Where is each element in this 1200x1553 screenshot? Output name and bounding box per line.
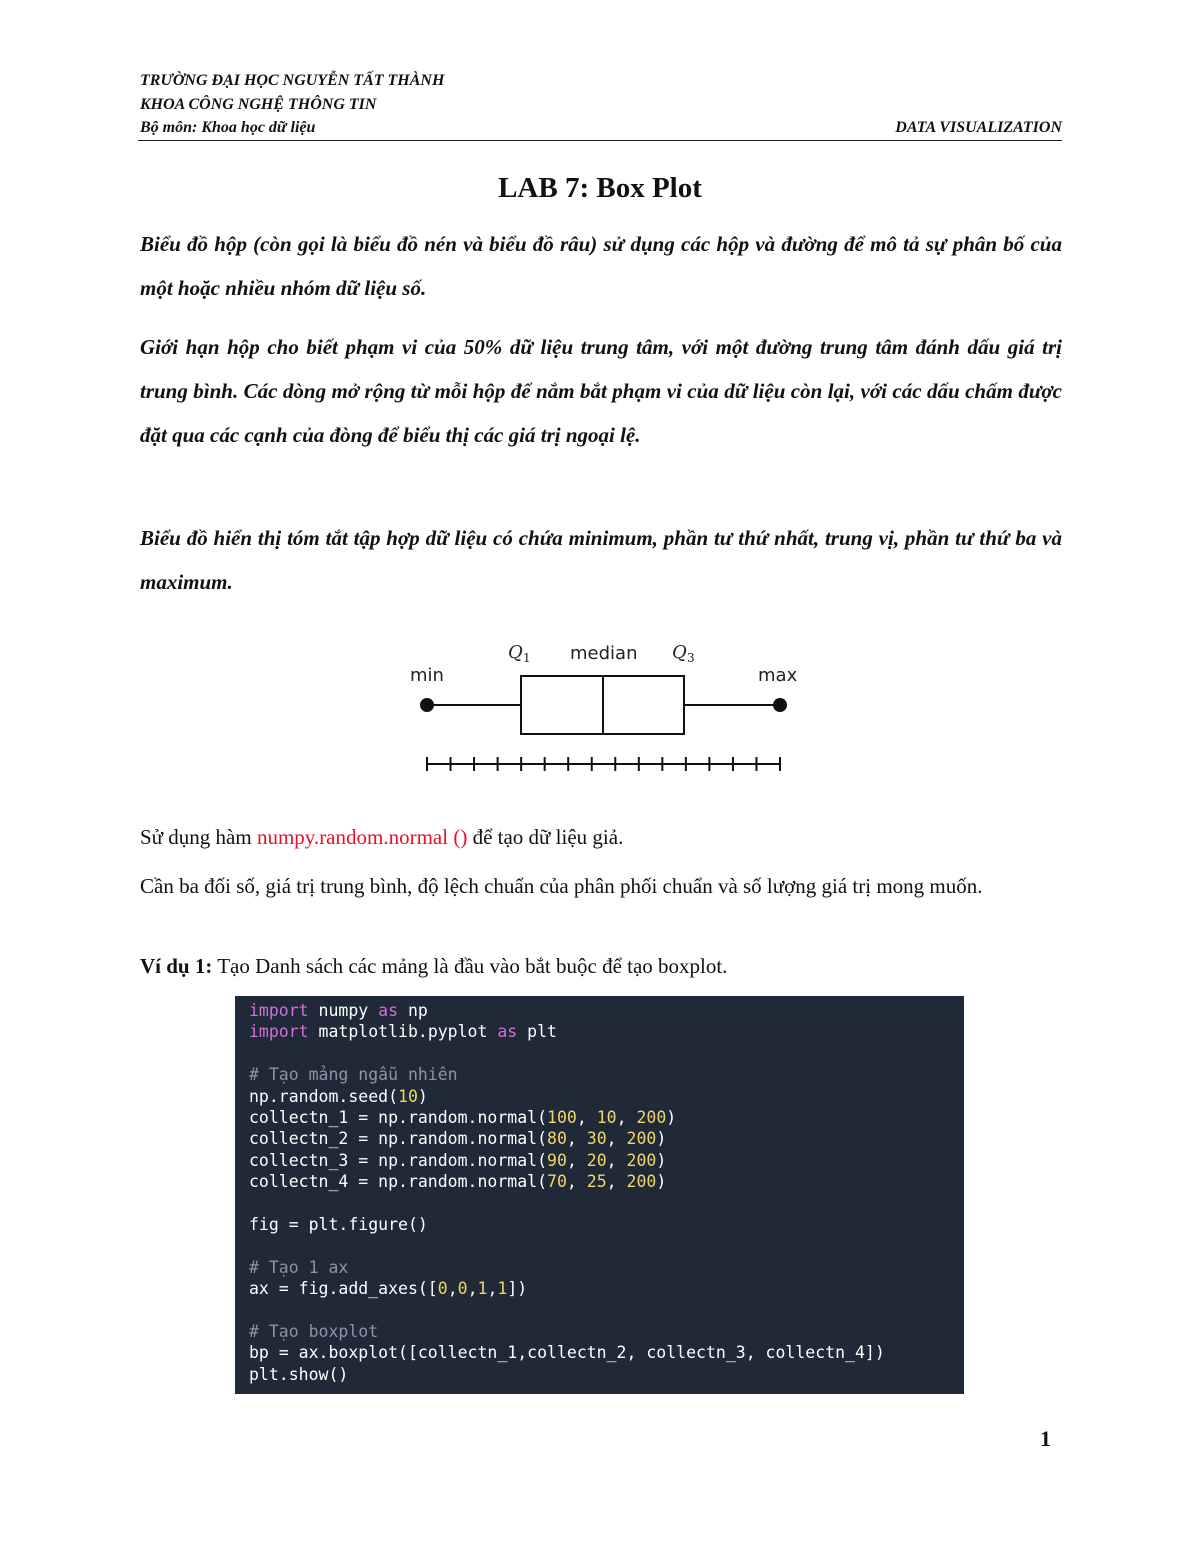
paragraph-box-limits: Giới hạn hộp cho biết phạm vi của 50% dữ liệu trung tâm, với một đường trung tâm đánh dấu giá trị trung bình. Các dòng mở rộng từ mỗi hộp để nắm bắt phạm vi của dữ liệu còn lại, với các dấu chấm được đặt qua các cạnh của đòng để biểu thị các giá trị ngoại lệ. bbox=[140, 335, 1062, 447]
code-keyword: as bbox=[497, 1022, 518, 1042]
code-keyword: as bbox=[378, 1001, 399, 1020]
code-number: 10 bbox=[596, 1107, 617, 1127]
code-number: 1 bbox=[497, 1279, 508, 1299]
code-token: matplotlib.pyplot bbox=[308, 1022, 498, 1042]
code-number: 25 bbox=[586, 1172, 607, 1192]
page-title: LAB 7: Box Plot bbox=[498, 172, 702, 204]
code-token: ax = fig.add_axes([ bbox=[249, 1279, 438, 1299]
diagram-q3-subscript: 3 bbox=[687, 651, 695, 665]
code-number: 0 bbox=[457, 1279, 468, 1299]
code-number: 10 bbox=[398, 1086, 418, 1106]
example-text: Tạo Danh sách các mảng là đầu vào bắt buộc để tạo boxplot. bbox=[212, 954, 728, 978]
code-line bbox=[249, 1128, 950, 1149]
code-comment: # Tạo mảng ngẫu nhiên bbox=[249, 1065, 458, 1085]
header-department: Bộ môn: Khoa học dữ liệu bbox=[140, 119, 316, 136]
code-token: , bbox=[487, 1279, 498, 1299]
code-token: np.random.seed( bbox=[249, 1086, 399, 1106]
code-token: numpy bbox=[308, 1001, 379, 1020]
code-token: collectn_4 = np.random.normal( bbox=[249, 1172, 548, 1192]
code-number: 20 bbox=[586, 1150, 607, 1170]
code-comment: # Tạo 1 ax bbox=[249, 1257, 349, 1277]
paragraph-intro: Biểu đồ hộp (còn gọi là biểu đồ nén và biểu đồ râu) sử dụng các hộp và đường để mô tả sự phân bố của một hoặc nhiều nhóm dữ liệu số. bbox=[140, 232, 1062, 300]
code-line bbox=[249, 1107, 950, 1128]
code-keyword: import bbox=[249, 1022, 309, 1042]
code-line bbox=[249, 1171, 950, 1192]
code-blank-line bbox=[249, 1043, 950, 1064]
body-text-suffix: để tạo dữ liệu giả. bbox=[467, 825, 624, 849]
code-line bbox=[249, 1021, 950, 1042]
header-row bbox=[140, 119, 1062, 137]
example-label: Ví dụ 1: bbox=[140, 954, 213, 978]
code-token: plt bbox=[517, 1022, 557, 1042]
example-heading bbox=[140, 951, 1062, 981]
header-course: DATA VISUALIZATION bbox=[895, 119, 1062, 136]
code-token: collectn_3 = np.random.normal( bbox=[249, 1150, 548, 1170]
header-faculty: KHOA CÔNG NGHỆ THÔNG TIN bbox=[140, 96, 377, 113]
code-line: fig = plt.figure() bbox=[249, 1214, 428, 1234]
code-keyword: import bbox=[249, 1001, 309, 1020]
header-divider bbox=[138, 140, 1062, 141]
code-token: , bbox=[606, 1172, 627, 1192]
body-line-arguments: Cần ba đối số, giá trị trung bình, độ lệch chuẩn của phân phối chuẩn và số lượng giá trị mong muốn. bbox=[140, 874, 983, 898]
code-token: collectn_1 = np.random.normal( bbox=[249, 1107, 548, 1127]
code-line: bp = ax.boxplot([collectn_1,collectn_2, collectn_3, collectn_4]) bbox=[249, 1343, 885, 1363]
code-number: 70 bbox=[547, 1172, 567, 1192]
paragraph-summary: Biểu đồ hiển thị tóm tắt tập hợp dữ liệu có chứa minimum, phần tư thứ nhất, trung vị, phần tư thứ ba và maximum. bbox=[140, 526, 1062, 594]
diagram-min-label: min bbox=[410, 665, 444, 686]
code-token: , bbox=[566, 1129, 587, 1149]
code-blank-line bbox=[249, 1193, 950, 1214]
diagram-max-dot bbox=[773, 698, 787, 712]
code-token: , bbox=[616, 1107, 637, 1127]
code-block bbox=[235, 996, 964, 1394]
diagram-q1-label: Q bbox=[508, 642, 523, 663]
code-token: , bbox=[606, 1150, 627, 1170]
code-blank-line bbox=[249, 1235, 950, 1256]
code-token: ) bbox=[666, 1107, 677, 1127]
code-line bbox=[249, 1086, 950, 1107]
code-token: ) bbox=[656, 1150, 667, 1170]
code-token: , bbox=[566, 1172, 587, 1192]
function-name: numpy.random.normal () bbox=[256, 825, 468, 849]
code-token: , bbox=[566, 1150, 587, 1170]
code-number: 90 bbox=[547, 1150, 567, 1170]
body-line-function bbox=[140, 822, 1062, 852]
diagram-q1-subscript: 1 bbox=[523, 651, 531, 665]
diagram-median-label: median bbox=[570, 643, 638, 664]
code-comment: # Tạo boxplot bbox=[249, 1321, 379, 1341]
code-line bbox=[249, 1150, 950, 1171]
code-token: , bbox=[467, 1279, 478, 1299]
code-token: ) bbox=[656, 1172, 667, 1192]
code-number: 0 bbox=[437, 1279, 448, 1299]
diagram-q3-label: Q bbox=[672, 642, 687, 663]
diagram-max-label: max bbox=[758, 665, 798, 686]
boxplot-diagram bbox=[400, 630, 800, 780]
code-number: 200 bbox=[626, 1172, 657, 1192]
code-blank-line bbox=[249, 1299, 950, 1320]
code-number: 200 bbox=[626, 1129, 657, 1149]
header-university: TRƯỜNG ĐẠI HỌC NGUYỄN TẤT THÀNH bbox=[140, 72, 445, 89]
code-token: ]) bbox=[507, 1279, 528, 1299]
code-number: 30 bbox=[586, 1129, 607, 1149]
code-line bbox=[249, 1278, 950, 1299]
code-number: 100 bbox=[547, 1107, 577, 1127]
code-number: 1 bbox=[477, 1279, 488, 1299]
code-token: ) bbox=[417, 1086, 428, 1106]
page-number: 1 bbox=[1040, 1426, 1051, 1451]
diagram-min-dot bbox=[420, 698, 434, 712]
code-token: ) bbox=[656, 1129, 667, 1149]
code-line bbox=[249, 1000, 950, 1021]
code-token: , bbox=[606, 1129, 627, 1149]
body-text-prefix: Sử dụng hàm bbox=[140, 825, 257, 849]
code-token: , bbox=[447, 1279, 458, 1299]
code-number: 200 bbox=[636, 1107, 667, 1127]
code-token: collectn_2 = np.random.normal( bbox=[249, 1129, 548, 1149]
code-line: plt.show() bbox=[249, 1364, 349, 1384]
code-token: np bbox=[398, 1001, 428, 1020]
code-token: , bbox=[576, 1107, 597, 1127]
code-number: 200 bbox=[626, 1150, 657, 1170]
code-number: 80 bbox=[547, 1129, 567, 1149]
